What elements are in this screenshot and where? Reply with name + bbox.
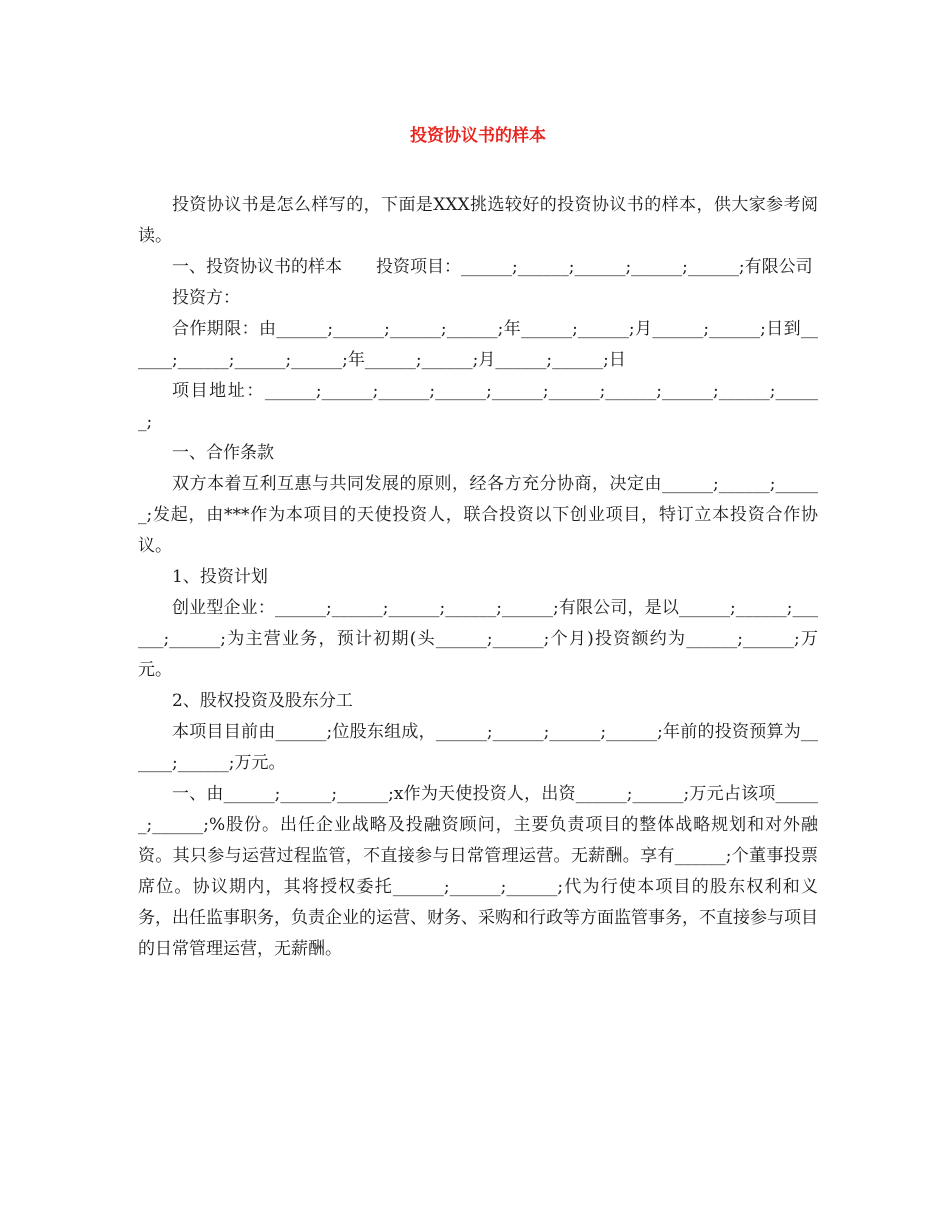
project-address-line: 项目地址：______;______;______;______;______;______;______;______;______;______;	[138, 381, 818, 432]
intro-paragraph: 投资协议书是怎么样写的，下面是XXX挑选较好的投资协议书的样本，供大家参考阅读。	[138, 195, 818, 246]
shareholders-paragraph: 本项目目前由______;位股东组成，______;______;______;______;年前的投资预算为______;______;万元。	[138, 722, 818, 773]
investor-line: 投资方：	[172, 288, 240, 308]
investment-project-line: 一、投资协议书的样本 投资项目：______;______;______;______;______;有限公司	[172, 257, 813, 277]
cooperation-period-line: 合作期限：由______;______;______;______;年______;______;月______;______;日到______;______;______;______;年______;______;月______;______;日	[138, 319, 818, 370]
section-heading-equity: 2、股权投资及股东分工	[172, 691, 353, 711]
document-body	[138, 190, 818, 965]
page-title: 投资协议书的样本	[410, 126, 546, 146]
section-heading-terms: 一、合作条款	[172, 443, 274, 463]
section-heading-plan: 1、投资计划	[172, 567, 268, 587]
angel-investor-paragraph: 一、由______;______;______;x作为天使投资人，出资______;______;万元占该项______;______;%股份。出任企业战略及投融资顾问，主要负责项目的整体战略规划和对外融资。其只参与运营过程监管，不直接参与日常管理运营。无薪酬。享有______;个董事投票席位。协议期内，其将授权委托______;______;______;代为行使本项目的股东权利和义务，出任监事职务，负责企业的运营、财务、采购和行政等方面监管事务，不直接参与项目的日常管理运营，无薪酬。	[138, 784, 818, 959]
terms-paragraph: 双方本着互利互惠与共同发展的原则，经各方充分协商，决定由______;______;______;发起，由***作为本项目的天使投资人，联合投资以下创业项目，特订立本投资合作协议。	[138, 474, 818, 556]
plan-paragraph: 创业型企业：______;______;______;______;______;有限公司，是以______;______;______;______;为主营业务，预计初期(头______;______;个月)投资额约为______;______;万元。	[138, 598, 818, 680]
